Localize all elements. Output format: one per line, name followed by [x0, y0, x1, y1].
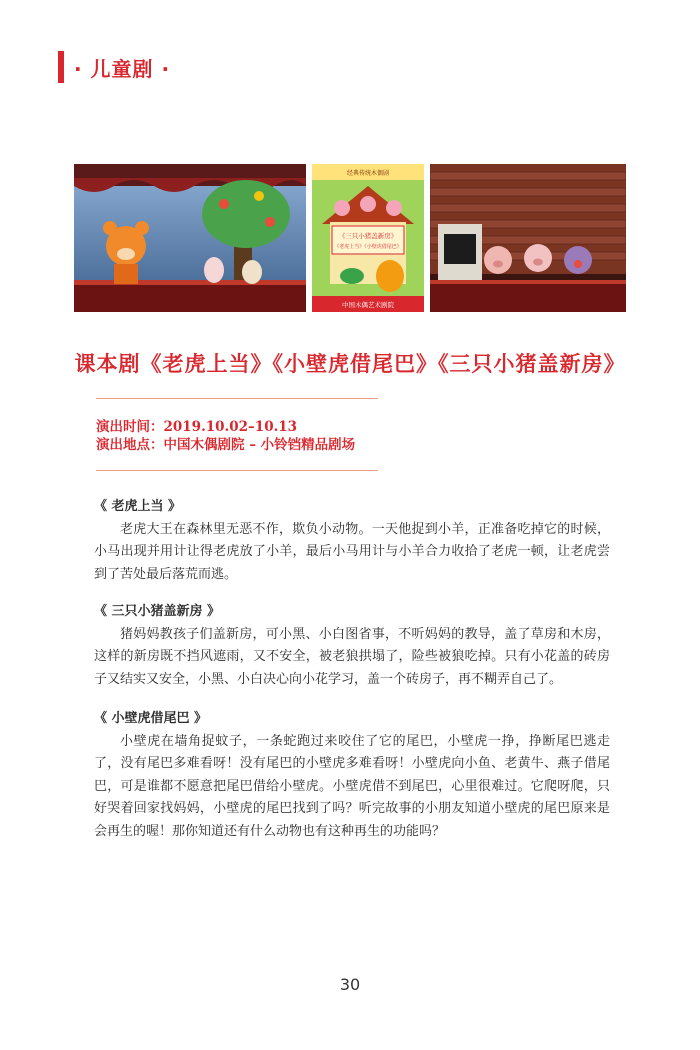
story-pigs — [94, 601, 610, 691]
poster-line1: 《三只小猪盖新房》 — [338, 232, 398, 240]
pig-puppets-photo — [430, 164, 626, 312]
section-label: · 儿童剧 · — [74, 56, 171, 81]
play-poster — [312, 164, 424, 312]
section-tag — [58, 50, 170, 84]
play-title: 课本剧《老虎上当》《小壁虎借尾巴》《三只小猪盖新房》 — [74, 352, 626, 376]
section-bar — [58, 51, 64, 83]
title-rule-top — [96, 398, 378, 399]
performance-venue: 演出地点：中国木偶剧院 – 小铃铛精品剧场 — [96, 437, 356, 453]
photo-strip — [74, 164, 626, 312]
title-rule-bottom — [96, 470, 378, 471]
poster-brand: 中国木偶艺术剧院 — [342, 301, 394, 309]
story-text: 猪妈妈教孩子们盖新房，可小黑、小白图省事，不听妈妈的教导，盖了草房和木房，这样的新房既不挡风遮雨，又不安全，被老狼拱塌了，险些被狼吃掉。只有小花盖的砖房子又结实又安全，小黑、小白决心向小花学习，盖一个砖房子，再不糊弄自己了。 — [94, 626, 610, 687]
story-tiger — [94, 496, 610, 586]
story-text: 老虎大王在森林里无恶不作，欺负小动物。一天他捉到小羊，正准备吃掉它的时候，小马出现并用计让得老虎放了小羊，最后小马用计与小羊合力收拾了老虎一顿，让老虎尝到了苦处最后落荒而逃。 — [94, 521, 610, 582]
story-heading: 《 老虎上当 》 — [94, 499, 182, 514]
performance-time: 演出时间：2019.10.02–10.13 — [96, 419, 298, 435]
poster-top-text: 经典传统木偶剧 — [346, 170, 390, 177]
performance-info — [96, 418, 355, 454]
poster-line2: 《老虎上当》《小壁虎借尾巴》 — [334, 244, 402, 250]
story-heading: 《 三只小猪盖新房 》 — [94, 604, 221, 619]
story-text: 小壁虎在墙角捉蚊子，一条蛇跑过来咬住了它的尾巴，小壁虎一挣，挣断尾巴逃走了，没有尾巴多难看呀！没有尾巴的小壁虎多难看呀！小壁虎向小鱼、老黄牛、燕子借尾巴，可是谁都不愿意把尾巴借给小壁虎。小壁虎借不到尾巴，心里很难过。它爬呀爬，只好哭着回家找妈妈，小壁虎的尾巴找到了吗？听完故事的小朋友知道小壁虎的尾巴原来是会再生的喔！那你知道还有什么动物也有这种再生的功能吗？ — [94, 733, 610, 839]
tiger-puppet-photo — [74, 164, 306, 312]
page-number: 30 — [339, 975, 361, 994]
story-heading: 《 小壁虎借尾巴 》 — [94, 711, 208, 726]
story-gecko — [94, 708, 610, 843]
